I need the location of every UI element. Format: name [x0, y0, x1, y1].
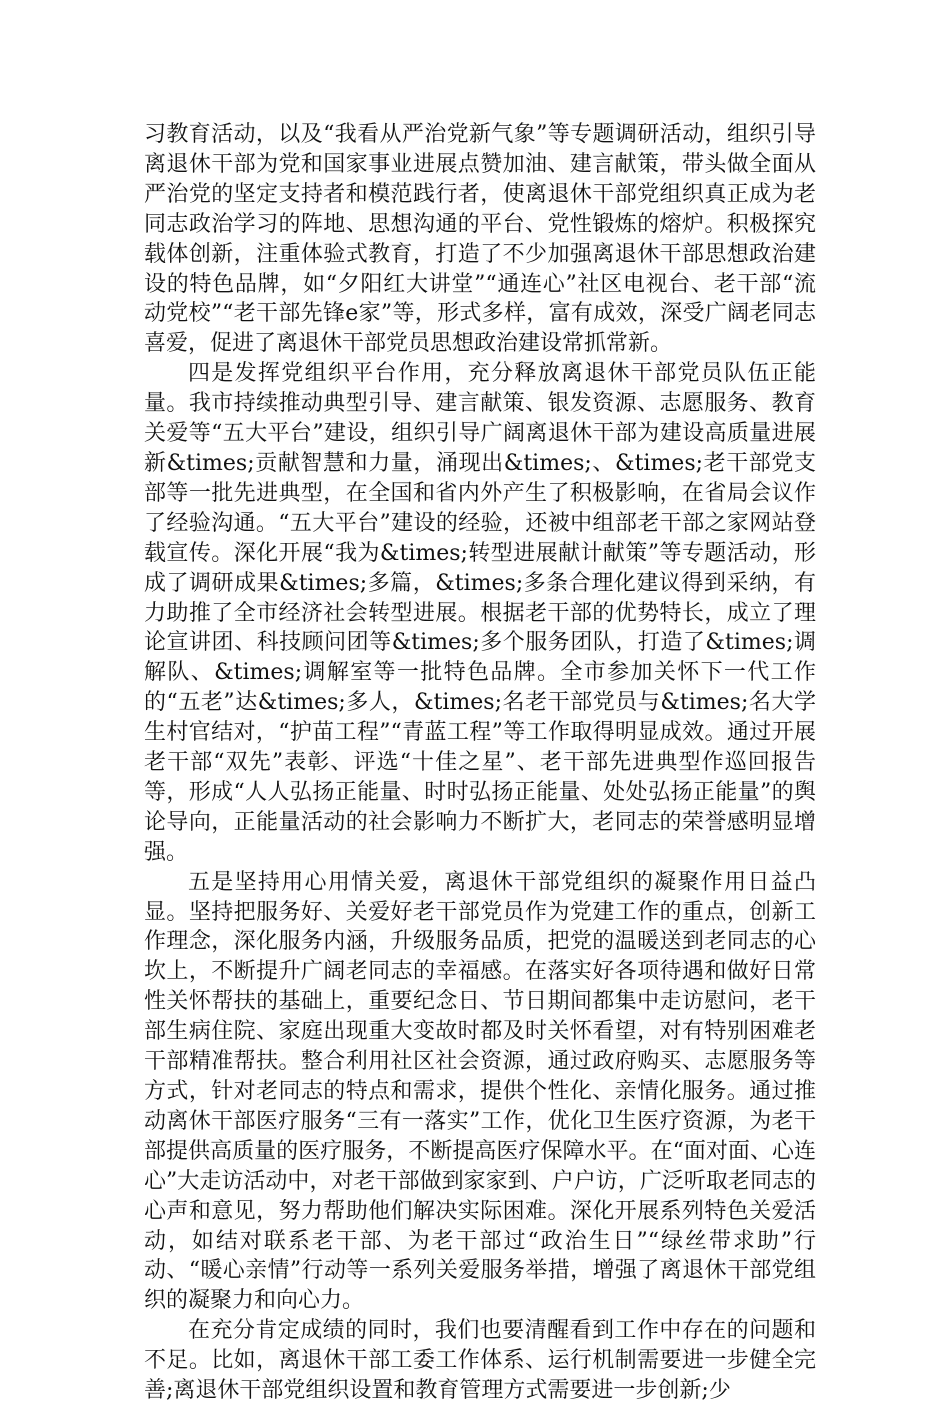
body-paragraph-1: 习教育活动，以及“我看从严治党新气象”等专题调研活动，组织引导离退休干部为党和国家事业进展点赞加油、建言献策，带头做全面从严治党的坚定支持者和模范践行者，使离退休干部党组织真正成为老同志政治学习的阵地、思想沟通的平台、党性锻炼的熔炉。积极探究载体创新，注重体验式教育，打造了不少加强离退休干部思想政治建设的特色品牌，如“夕阳红大讲堂”“通连心”社区电视台、老干部“流动党校”“老干部先锋e家”等，形式多样，富有成效，深受广阔老同志喜爱，促进了离退休干部党员思想政治建设常抓常新。: [144, 122, 816, 357]
document-page: [144, 120, 816, 1406]
body-paragraph-4: 在充分肯定成绩的同时，我们也要清醒看到工作中存在的问题和不足。比如，离退休干部工委工作体系、运行机制需要进一步健全完善;离退休干部党组织设置和教育管理方式需要进一步创新;少: [144, 1318, 816, 1404]
body-paragraph-2: 四是发挥党组织平台作用，充分释放离退休干部党员队伍正能量。我市持续推动典型引导、建言献策、银发资源、志愿服务、教育关爱等“五大平台”建设，组织引导广阔离退休干部为建设高质量进展新&times;贡献智慧和力量，涌现出&times;、&times;老干部党支部等一批先进典型，在全国和省内外产生了积极影响，在省局会议作了经验沟通。“五大平台”建设的经验，还被中组部老干部之家网站登载宣传。深化开展“我为&times;转型进展献计献策”等专题活动，形成了调研成果&times;多篇，&times;多条合理化建议得到采纳，有力助推了全市经济社会转型进展。根据老干部的优势特长，成立了理论宣讲团、科技顾问团等&times;多个服务团队，打造了&times;调解队、&times;调解室等一批特色品牌。全市参加关怀下一代工作的“五老”达&times;多人，&times;名老干部党员与&times;名大学生村官结对，“护苗工程”“青蓝工程”等工作取得明显成效。通过开展老干部“双先”表彰、评选“十佳之星”、老干部先进典型作巡回报告等，形成“人人弘扬正能量、时时弘扬正能量、处处弘扬正能量”的舆论导向，正能量活动的社会影响力不断扩大，老同志的荣誉感明显增强。: [144, 361, 816, 865]
body-paragraph-3: 五是坚持用心用情关爱，离退休干部党组织的凝聚作用日益凸显。坚持把服务好、关爱好老干部党员作为党建工作的重点，创新工作理念，深化服务内涵，升级服务品质，把党的温暖送到老同志的心坎上，不断提升广阔老同志的幸福感。在落实好各项待遇和做好日常性关怀帮扶的基础上，重要纪念日、节日期间都集中走访慰问，老干部生病住院、家庭出现重大变故时都及时关怀看望，对有特别困难老干部精准帮扶。整合利用社区社会资源，通过政府购买、志愿服务等方式，针对老同志的特点和需求，提供个性化、亲情化服务。通过推动离休干部医疗服务“三有一落实”工作，优化卫生医疗资源，为老干部提供高质量的医疗服务，不断提高医疗保障水平。在“面对面、心连心”大走访活动中，对老干部做到家家到、户户访，广泛听取老同志的心声和意见，努力帮助他们解决实际困难。深化开展系列特色关爱活动，如结对联系老干部、为老干部过“政治生日”“绿丝带求助”行动、“暖心亲情”行动等一系列关爱服务举措，增强了离退休干部党组织的凝聚力和向心力。: [144, 869, 816, 1314]
